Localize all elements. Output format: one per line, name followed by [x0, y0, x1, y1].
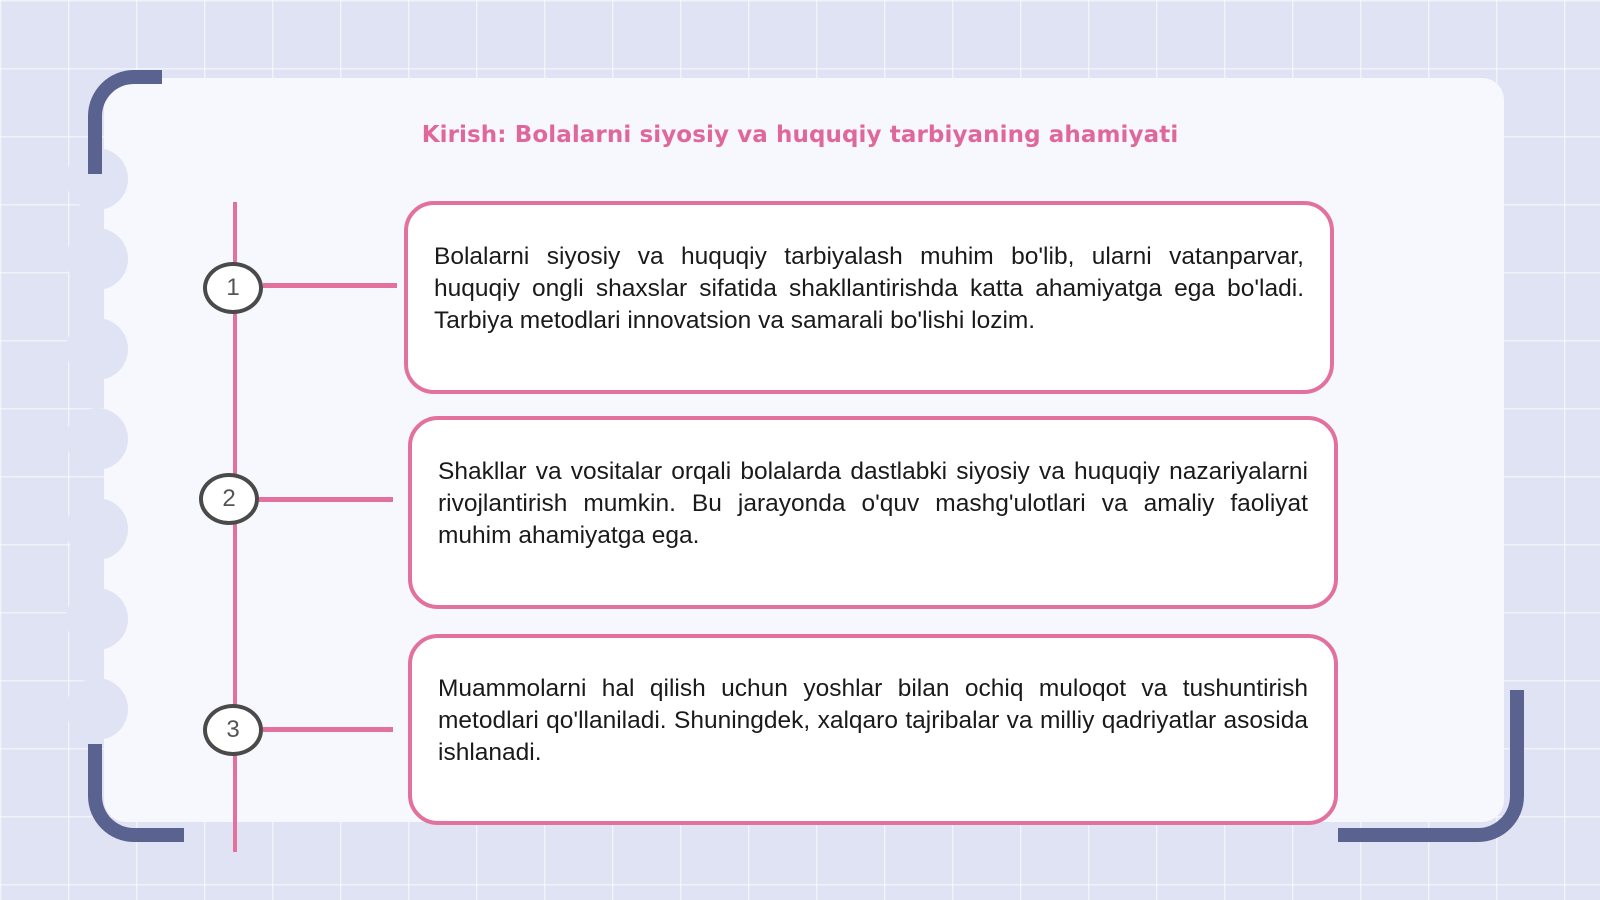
notebook-hole — [66, 678, 128, 740]
step-text-1: Bolalarni siyosiy va huquqiy tarbiyalash muhim bo'lib, ularni vatanparvar, huquqiy ongli shaxslar sifatida shakllantirishda katta ahamiyatga ega bo'ladi. Tarbiya metodlari innovatsion va samarali bo'lishi lozim. — [434, 242, 1304, 334]
corner-bracket-top-left — [88, 70, 162, 174]
step-connector-2 — [259, 497, 393, 502]
notebook-hole — [66, 408, 128, 470]
step-box-1 — [404, 201, 1334, 394]
step-connector-3 — [263, 727, 393, 732]
corner-bracket-bottom-right — [1338, 690, 1524, 842]
step-box-3 — [408, 634, 1338, 825]
corner-bracket-bottom-left — [88, 744, 184, 842]
step-number-2: 2 — [199, 473, 259, 525]
notebook-hole — [66, 588, 128, 650]
slide-title: Kirish: Bolalarni siyosiy va huquqiy tarbiyaning ahamiyati — [421, 122, 1179, 148]
step-box-2 — [408, 416, 1338, 609]
step-connector-1 — [263, 283, 397, 288]
notebook-hole — [66, 498, 128, 560]
notebook-hole — [66, 318, 128, 380]
step-text-3: Muammolarni hal qilish uchun yoshlar bilan ochiq muloqot va tushuntirish metodlari qo'llaniladi. Shuningdek, xalqaro tajribalar va milliy qadriyatlar asosida ishlanadi. — [438, 674, 1308, 766]
notebook-hole — [66, 228, 128, 290]
step-number-1: 1 — [203, 262, 263, 314]
step-number-3: 3 — [203, 704, 263, 756]
step-text-2: Shakllar va vositalar orqali bolalarda dastlabki siyosiy va huquqiy nazariyalarni rivojlantirish mumkin. Bu jarayonda o'quv mashg'ulotlari va amaliy faoliyat muhim ahamiyatga ega. — [438, 457, 1308, 549]
